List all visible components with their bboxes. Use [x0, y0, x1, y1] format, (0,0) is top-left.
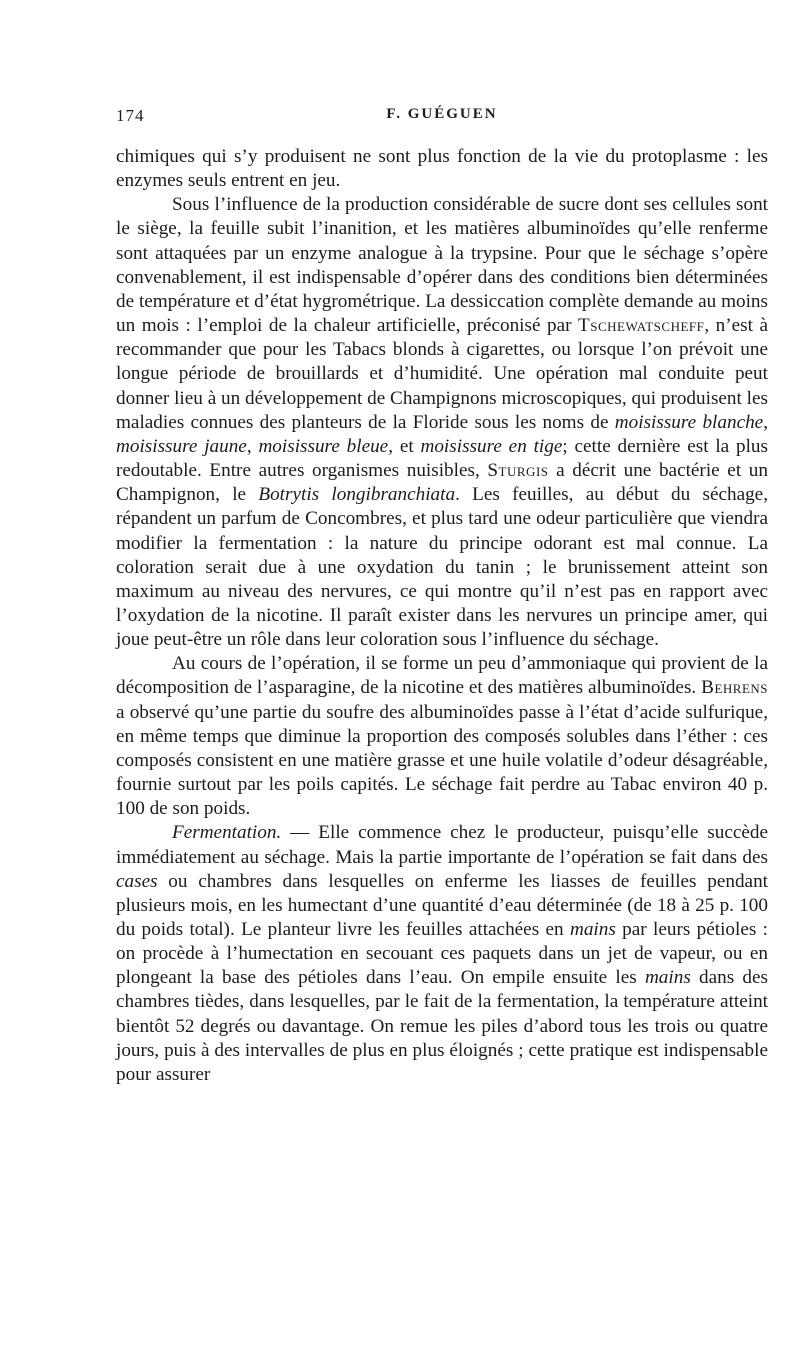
- author-name: Sturgis: [487, 460, 549, 482]
- italic-term: moisissure en tige: [420, 435, 563, 457]
- text-run: ou chambres dans lesquelles on enferme les liasses de feuilles pendant plusieurs mois, en les humectant d’une quantité d’eau déterminée (de 18 à 25 p. 100 du poids total). Le planteur livre les feuilles attachées en: [116, 870, 768, 940]
- text-run: dans des chambres tièdes, dans lesquelles, par le fait de la fermentation, la température atteint bientôt 52 degrés ou davantage. On remue les piles d’abord tous les trois ou quatre jours, puis à des intervalles de plus en plus éloignés ; cette pratique est indispensable pour assurer: [116, 967, 768, 1085]
- text-run: , et: [388, 435, 421, 457]
- section-heading: Fermentation.: [172, 822, 282, 844]
- text-run: ,: [763, 411, 768, 433]
- text-run: . Les feuilles, au début du séchage, répandent un parfum de Concombres, et plus tard une odeur particulière que viendra modifier la fermentation : la nature du principe odorant est mal connue. La coloration serait due à une oxydation du tanin ; le brunissement atteint son maximum au niveau des nervures, ce qui montre qu’il n’est pas en rapport avec l’oxydation de la nicotine. Il paraît exister dans les nervures un principe amer, qui joue peut-être un rôle dans leur coloration sous l’influence du séchage.: [116, 484, 768, 651]
- body-text: [116, 145, 768, 1087]
- text-run: Au cours de l’opération, il se forme un peu d’ammoniaque qui provient de la décomposition de l’asparagine, de la nicotine et des matières albuminoïdes.: [116, 653, 768, 699]
- page-header: [116, 106, 768, 130]
- text-run: a observé qu’une partie du soufre des albuminoïdes passe à l’état d’acide sulfurique, en même temps que diminue la proportion des composés solubles dans l’éther : ces composés consistent en une matière grasse et une huile volatile d’odeur désagréable, fournie surtout par les poils capités. Le séchage fait perdre au Tabac environ 40 p. 100 de son poids.: [116, 701, 768, 820]
- species-name: Botrytis longibranchiata: [258, 484, 456, 506]
- running-head: F. GUÉGUEN: [386, 106, 498, 122]
- author-name: Tschewatscheff: [578, 315, 705, 337]
- italic-term: moisissure blanche: [614, 411, 764, 433]
- text-run: par leurs pétioles : on procède à l’humectation en secouant ces paquets dans un jet de vapeur, ou en plongeant la base des pétioles dans l’eau. On empile ensuite les: [116, 919, 768, 989]
- text-run: a décrit une bactérie et un Champignon, le: [116, 460, 768, 506]
- text-run: Sous l’influence de la production considérable de sucre dont ses cellules sont le siège, la feuille subit l’inanition, et les matières albuminoïdes qu’elle renferme sont attaquées par un enzyme analogue à la trypsine. Pour que le séchage s’opère convenablement, il est indispensable d’opérer dans des conditions bien déterminées de température et d’état hygrométrique. La dessiccation complète demande au moins un mois : l’emploi de la chaleur artificielle, préconisé par: [116, 194, 768, 337]
- text-run: ,: [246, 435, 259, 457]
- text-run: — Elle commence chez le producteur, puisqu’elle succède immédiatement au séchage. Mais la partie importante de l’opération se fait dans des: [116, 822, 768, 868]
- paragraph-operation: [116, 652, 768, 821]
- italic-term: moisissure bleue: [258, 435, 389, 457]
- text-run: , n’est à recommander que pour les Tabacs blonds à cigarettes, ou lorsque l’on prévoit une longue période de brouillards et d’humidité. Une opération mal conduite peut donner lieu à un développement de Champignons microscopiques, qui produisent les maladies connues des planteurs de la Floride sous les noms de: [116, 315, 768, 433]
- author-name: Behrens: [701, 677, 768, 699]
- italic-term: mains: [569, 919, 616, 940]
- paragraph-continuation: chimiques qui s’y produisent ne sont plus fonction de la vie du protoplasme : les enzymes seuls entrent en jeu.: [116, 146, 768, 192]
- italic-term: mains: [644, 967, 691, 989]
- italic-term: cases: [116, 870, 158, 892]
- text-run: ; cette dernière est la plus redoutable. Entre autres organismes nuisibles,: [116, 435, 768, 482]
- italic-term: moisissure jaune: [116, 435, 247, 457]
- paragraph-sechage: [116, 193, 768, 652]
- paragraph-fermentation: [116, 821, 768, 1087]
- page-number: 174: [116, 106, 145, 125]
